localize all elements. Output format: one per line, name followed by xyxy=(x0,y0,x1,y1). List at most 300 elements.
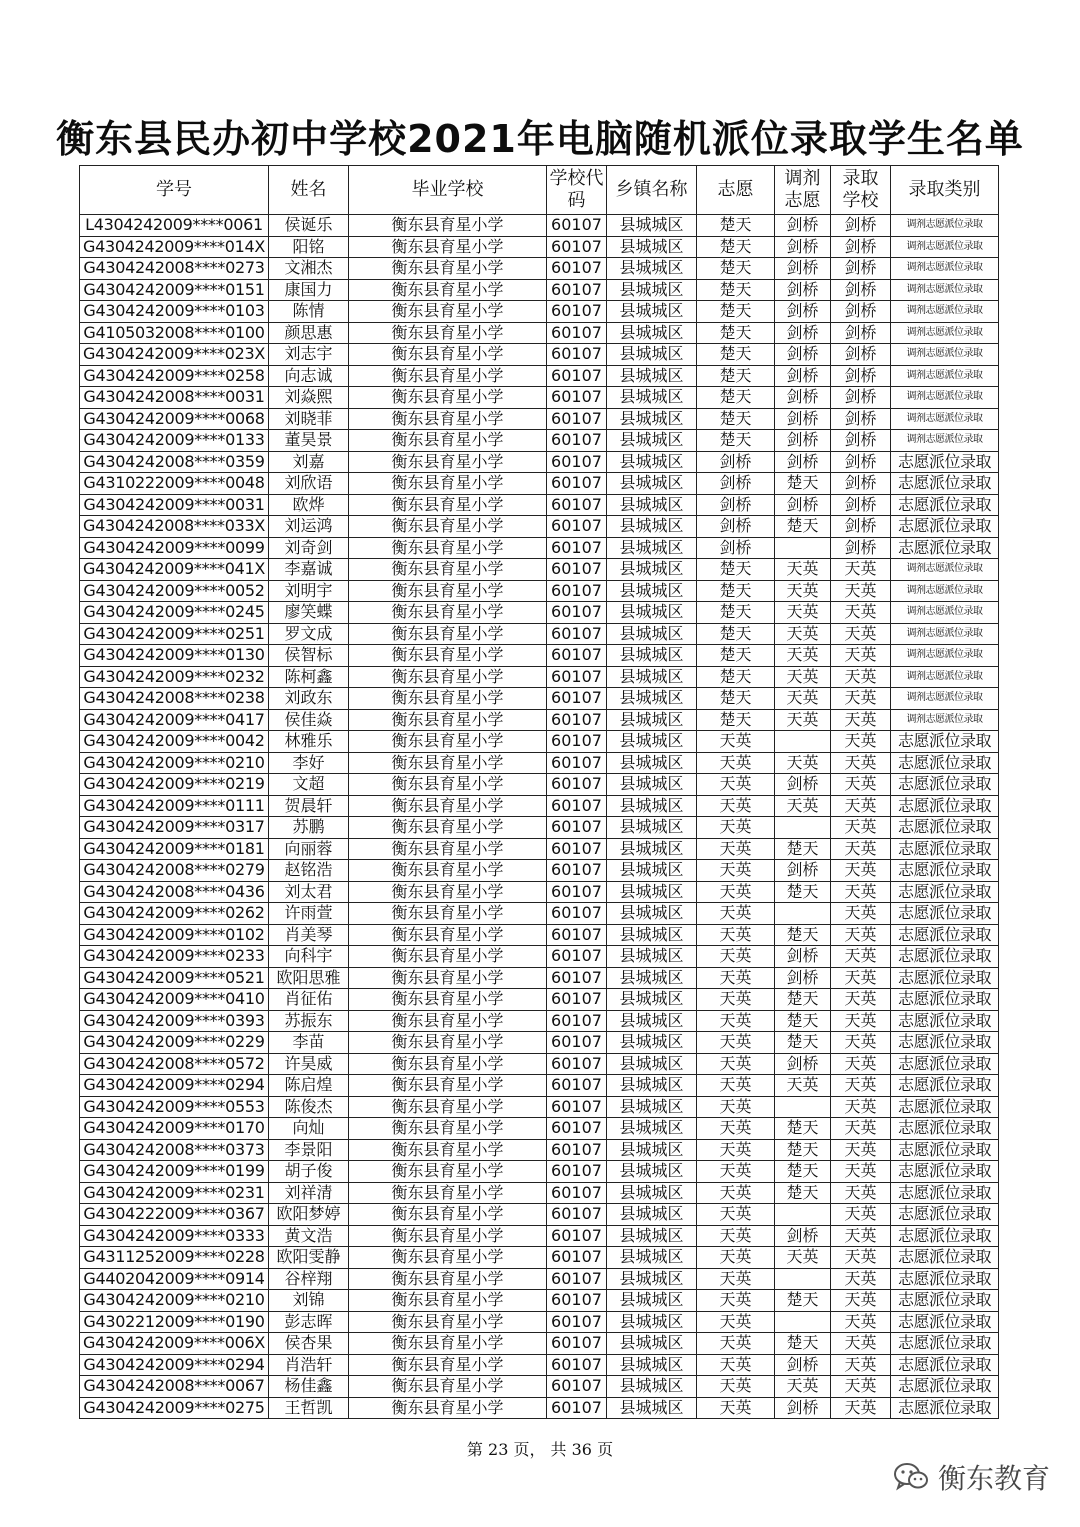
town-name-cell: 县城城区 xyxy=(607,817,697,839)
admitted-school-cell: 天英 xyxy=(831,1096,891,1118)
graduation-school-cell: 衡东县育星小学 xyxy=(349,860,547,882)
admitted-school-cell: 天英 xyxy=(831,688,891,710)
admitted-school-cell: 天英 xyxy=(831,1053,891,1075)
graduation-school-cell: 衡东县育星小学 xyxy=(349,387,547,409)
graduation-school-cell: 衡东县育星小学 xyxy=(349,516,547,538)
student-id-cell: G4304242009****0262 xyxy=(80,903,269,925)
school-code-cell: 60107 xyxy=(547,1075,607,1097)
name-cell: 李好 xyxy=(269,752,349,774)
student-id-cell: G4304242009****0553 xyxy=(80,1096,269,1118)
preference-cell: 天英 xyxy=(697,1376,775,1398)
preference-cell: 天英 xyxy=(697,817,775,839)
admission-type-cell: 志愿派位录取 xyxy=(891,924,999,946)
name-cell: 刘焱熙 xyxy=(269,387,349,409)
table-row xyxy=(80,666,999,688)
name-cell: 刘奇剑 xyxy=(269,537,349,559)
student-id-cell: G4304242009****0229 xyxy=(80,1032,269,1054)
name-cell: 肖美琴 xyxy=(269,924,349,946)
student-id-cell: G4304242009****0410 xyxy=(80,989,269,1011)
adjusted-preference-cell xyxy=(775,1204,831,1226)
graduation-school-cell: 衡东县育星小学 xyxy=(349,301,547,323)
school-code-cell: 60107 xyxy=(547,580,607,602)
name-cell: 苏振东 xyxy=(269,1010,349,1032)
name-cell: 刘锦 xyxy=(269,1290,349,1312)
school-code-cell: 60107 xyxy=(547,1225,607,1247)
student-id-cell: G4402042009****0914 xyxy=(80,1268,269,1290)
preference-cell: 剑桥 xyxy=(697,537,775,559)
adjusted-preference-cell xyxy=(775,1096,831,1118)
table-row xyxy=(80,924,999,946)
admitted-school-cell: 天英 xyxy=(831,1139,891,1161)
admission-type-cell: 志愿派位录取 xyxy=(891,1290,999,1312)
admission-type-cell: 调剂志愿派位录取 xyxy=(891,666,999,688)
admitted-school-cell: 天英 xyxy=(831,1311,891,1333)
name-cell: 刘政东 xyxy=(269,688,349,710)
preference-cell: 天英 xyxy=(697,1075,775,1097)
town-name-cell: 县城城区 xyxy=(607,408,697,430)
town-name-cell: 县城城区 xyxy=(607,559,697,581)
admitted-school-cell: 天英 xyxy=(831,1247,891,1269)
name-cell: 向灿 xyxy=(269,1118,349,1140)
student-id-cell: G4304242009****0130 xyxy=(80,645,269,667)
school-code-cell: 60107 xyxy=(547,731,607,753)
student-id-cell: G4304242009****006X xyxy=(80,1333,269,1355)
school-code-cell: 60107 xyxy=(547,752,607,774)
graduation-school-cell: 衡东县育星小学 xyxy=(349,1333,547,1355)
header-graduation-school: 毕业学校 xyxy=(349,166,547,215)
adjusted-preference-cell: 剑桥 xyxy=(775,1225,831,1247)
town-name-cell: 县城城区 xyxy=(607,1247,697,1269)
student-id-cell: G4304242008****0373 xyxy=(80,1139,269,1161)
preference-cell: 天英 xyxy=(697,795,775,817)
admitted-school-cell: 天英 xyxy=(831,559,891,581)
school-code-cell: 60107 xyxy=(547,989,607,1011)
student-id-cell: G4310222009****0048 xyxy=(80,473,269,495)
name-cell: 向志诚 xyxy=(269,365,349,387)
student-id-cell: G4304242009****0233 xyxy=(80,946,269,968)
adjusted-preference-cell: 天英 xyxy=(775,623,831,645)
admitted-school-cell: 天英 xyxy=(831,1225,891,1247)
adjusted-preference-cell: 天英 xyxy=(775,602,831,624)
admission-type-cell: 志愿派位录取 xyxy=(891,473,999,495)
admission-type-cell: 调剂志愿派位录取 xyxy=(891,365,999,387)
admitted-school-cell: 天英 xyxy=(831,1204,891,1226)
admission-type-cell: 调剂志愿派位录取 xyxy=(891,623,999,645)
table-row xyxy=(80,752,999,774)
name-cell: 许雨萱 xyxy=(269,903,349,925)
admitted-school-cell: 剑桥 xyxy=(831,215,891,237)
preference-cell: 天英 xyxy=(697,838,775,860)
school-code-cell: 60107 xyxy=(547,688,607,710)
adjusted-preference-cell: 楚天 xyxy=(775,838,831,860)
admitted-school-cell: 剑桥 xyxy=(831,408,891,430)
school-code-cell: 60107 xyxy=(547,344,607,366)
admission-type-cell: 调剂志愿派位录取 xyxy=(891,279,999,301)
admitted-school-cell: 天英 xyxy=(831,860,891,882)
student-id-cell: G4304242009****0210 xyxy=(80,1290,269,1312)
admitted-school-cell: 剑桥 xyxy=(831,236,891,258)
watermark-text: 衡东教育 xyxy=(938,1462,1051,1495)
name-cell: 刘祥清 xyxy=(269,1182,349,1204)
admitted-school-cell: 天英 xyxy=(831,580,891,602)
preference-cell: 楚天 xyxy=(697,709,775,731)
table-body xyxy=(80,215,999,1419)
student-id-cell: G4304242009****0393 xyxy=(80,1010,269,1032)
school-code-cell: 60107 xyxy=(547,1010,607,1032)
graduation-school-cell: 衡东县育星小学 xyxy=(349,430,547,452)
adjusted-preference-cell: 剑桥 xyxy=(775,301,831,323)
adjusted-preference-cell: 楚天 xyxy=(775,1161,831,1183)
preference-cell: 天英 xyxy=(697,1311,775,1333)
name-cell: 侯佳焱 xyxy=(269,709,349,731)
admitted-school-cell: 剑桥 xyxy=(831,387,891,409)
table-row xyxy=(80,1225,999,1247)
admission-type-cell: 调剂志愿派位录取 xyxy=(891,602,999,624)
student-id-cell: G4304242009****0232 xyxy=(80,666,269,688)
admitted-school-cell: 天英 xyxy=(831,752,891,774)
graduation-school-cell: 衡东县育星小学 xyxy=(349,1247,547,1269)
name-cell: 陈柯鑫 xyxy=(269,666,349,688)
adjusted-preference-cell xyxy=(775,903,831,925)
school-code-cell: 60107 xyxy=(547,451,607,473)
preference-cell: 天英 xyxy=(697,774,775,796)
table-row xyxy=(80,1032,999,1054)
graduation-school-cell: 衡东县育星小学 xyxy=(349,1182,547,1204)
table-row xyxy=(80,451,999,473)
school-code-cell: 60107 xyxy=(547,1032,607,1054)
graduation-school-cell: 衡东县育星小学 xyxy=(349,1053,547,1075)
admitted-school-cell: 天英 xyxy=(831,1182,891,1204)
table-row xyxy=(80,537,999,559)
name-cell: 刘运鸿 xyxy=(269,516,349,538)
admission-type-cell: 志愿派位录取 xyxy=(891,451,999,473)
graduation-school-cell: 衡东县育星小学 xyxy=(349,1161,547,1183)
admitted-school-cell: 天英 xyxy=(831,838,891,860)
school-code-cell: 60107 xyxy=(547,1118,607,1140)
table-header xyxy=(80,166,999,215)
table-row xyxy=(80,1354,999,1376)
student-id-cell: G4304242009****0417 xyxy=(80,709,269,731)
town-name-cell: 县城城区 xyxy=(607,795,697,817)
preference-cell: 楚天 xyxy=(697,666,775,688)
admission-type-cell: 调剂志愿派位录取 xyxy=(891,430,999,452)
graduation-school-cell: 衡东县育星小学 xyxy=(349,817,547,839)
admitted-school-cell: 剑桥 xyxy=(831,301,891,323)
graduation-school-cell: 衡东县育星小学 xyxy=(349,408,547,430)
adjusted-preference-cell: 楚天 xyxy=(775,516,831,538)
student-id-cell: G4304242009****0181 xyxy=(80,838,269,860)
town-name-cell: 县城城区 xyxy=(607,1311,697,1333)
adjusted-preference-cell xyxy=(775,731,831,753)
school-code-cell: 60107 xyxy=(547,365,607,387)
school-code-cell: 60107 xyxy=(547,666,607,688)
student-id-cell: G4304242009****0219 xyxy=(80,774,269,796)
table-row xyxy=(80,473,999,495)
preference-cell: 楚天 xyxy=(697,236,775,258)
student-id-cell: G4311252009****0228 xyxy=(80,1247,269,1269)
admitted-school-cell: 天英 xyxy=(831,709,891,731)
table-row xyxy=(80,1161,999,1183)
admission-type-cell: 志愿派位录取 xyxy=(891,1139,999,1161)
watermark xyxy=(892,1457,1050,1497)
page-title: 衡东县民办初中学校2021年电脑随机派位录取学生名单 xyxy=(56,117,1024,161)
adjusted-preference-cell: 天英 xyxy=(775,688,831,710)
student-id-cell: G4304242009****0111 xyxy=(80,795,269,817)
admitted-school-cell: 天英 xyxy=(831,666,891,688)
graduation-school-cell: 衡东县育星小学 xyxy=(349,494,547,516)
student-id-cell: G4304242009****0199 xyxy=(80,1161,269,1183)
adjusted-preference-cell: 剑桥 xyxy=(775,1397,831,1419)
school-code-cell: 60107 xyxy=(547,881,607,903)
admission-type-cell: 志愿派位录取 xyxy=(891,881,999,903)
table-row xyxy=(80,688,999,710)
admitted-school-cell: 剑桥 xyxy=(831,430,891,452)
admission-type-cell: 调剂志愿派位录取 xyxy=(891,580,999,602)
preference-cell: 天英 xyxy=(697,903,775,925)
school-code-cell: 60107 xyxy=(547,516,607,538)
name-cell: 董昊景 xyxy=(269,430,349,452)
student-id-cell: G4304242008****0359 xyxy=(80,451,269,473)
preference-cell: 剑桥 xyxy=(697,451,775,473)
admission-type-cell: 志愿派位录取 xyxy=(891,1204,999,1226)
admitted-school-cell: 剑桥 xyxy=(831,451,891,473)
name-cell: 赵铭浩 xyxy=(269,860,349,882)
town-name-cell: 县城城区 xyxy=(607,1204,697,1226)
admitted-school-cell: 天英 xyxy=(831,795,891,817)
town-name-cell: 县城城区 xyxy=(607,989,697,1011)
town-name-cell: 县城城区 xyxy=(607,1333,697,1355)
preference-cell: 天英 xyxy=(697,1118,775,1140)
graduation-school-cell: 衡东县育星小学 xyxy=(349,537,547,559)
admission-type-cell: 志愿派位录取 xyxy=(891,1096,999,1118)
adjusted-preference-cell: 楚天 xyxy=(775,473,831,495)
admitted-school-cell: 天英 xyxy=(831,731,891,753)
preference-cell: 天英 xyxy=(697,881,775,903)
table-row xyxy=(80,860,999,882)
name-cell: 李苗 xyxy=(269,1032,349,1054)
student-id-cell: G4304242008****0238 xyxy=(80,688,269,710)
admission-type-cell: 志愿派位录取 xyxy=(891,1311,999,1333)
town-name-cell: 县城城区 xyxy=(607,236,697,258)
adjusted-preference-cell: 楚天 xyxy=(775,1032,831,1054)
table-row xyxy=(80,1139,999,1161)
admitted-school-cell: 天英 xyxy=(831,623,891,645)
admitted-school-cell: 天英 xyxy=(831,1010,891,1032)
town-name-cell: 县城城区 xyxy=(607,537,697,559)
name-cell: 肖浩轩 xyxy=(269,1354,349,1376)
student-id-cell: G4304242008****0031 xyxy=(80,387,269,409)
admission-type-cell: 调剂志愿派位录取 xyxy=(891,215,999,237)
table-row xyxy=(80,645,999,667)
graduation-school-cell: 衡东县育星小学 xyxy=(349,645,547,667)
preference-cell: 楚天 xyxy=(697,580,775,602)
name-cell: 文超 xyxy=(269,774,349,796)
student-id-cell: G4304242009****0258 xyxy=(80,365,269,387)
graduation-school-cell: 衡东县育星小学 xyxy=(349,580,547,602)
adjusted-preference-cell: 天英 xyxy=(775,709,831,731)
preference-cell: 天英 xyxy=(697,1268,775,1290)
header-admitted-school: 录取 学校 xyxy=(831,166,891,215)
adjusted-preference-cell: 剑桥 xyxy=(775,946,831,968)
table-row xyxy=(80,1075,999,1097)
town-name-cell: 县城城区 xyxy=(607,1139,697,1161)
adjusted-preference-cell: 天英 xyxy=(775,645,831,667)
name-cell: 刘太君 xyxy=(269,881,349,903)
preference-cell: 天英 xyxy=(697,989,775,1011)
town-name-cell: 县城城区 xyxy=(607,279,697,301)
name-cell: 林雅乐 xyxy=(269,731,349,753)
school-code-cell: 60107 xyxy=(547,1161,607,1183)
admission-type-cell: 志愿派位录取 xyxy=(891,1182,999,1204)
school-code-cell: 60107 xyxy=(547,387,607,409)
adjusted-preference-cell: 天英 xyxy=(775,580,831,602)
admitted-school-cell: 天英 xyxy=(831,946,891,968)
graduation-school-cell: 衡东县育星小学 xyxy=(349,666,547,688)
name-cell: 谷梓翔 xyxy=(269,1268,349,1290)
adjusted-preference-cell: 楚天 xyxy=(775,1333,831,1355)
name-cell: 刘晓菲 xyxy=(269,408,349,430)
name-cell: 贺晨轩 xyxy=(269,795,349,817)
graduation-school-cell: 衡东县育星小学 xyxy=(349,344,547,366)
preference-cell: 楚天 xyxy=(697,602,775,624)
adjusted-preference-cell: 楚天 xyxy=(775,1182,831,1204)
preference-cell: 天英 xyxy=(697,731,775,753)
preference-cell: 楚天 xyxy=(697,301,775,323)
town-name-cell: 县城城区 xyxy=(607,903,697,925)
school-code-cell: 60107 xyxy=(547,924,607,946)
student-id-cell: L4304242009****0061 xyxy=(80,215,269,237)
table-row xyxy=(80,580,999,602)
table-row xyxy=(80,1247,999,1269)
graduation-school-cell: 衡东县育星小学 xyxy=(349,903,547,925)
table-row xyxy=(80,1333,999,1355)
student-id-cell: G4304242009****0068 xyxy=(80,408,269,430)
admission-type-cell: 志愿派位录取 xyxy=(891,774,999,796)
preference-cell: 楚天 xyxy=(697,279,775,301)
name-cell: 陈启煌 xyxy=(269,1075,349,1097)
adjusted-preference-cell: 剑桥 xyxy=(775,215,831,237)
graduation-school-cell: 衡东县育星小学 xyxy=(349,1010,547,1032)
student-id-cell: G4304242009****0251 xyxy=(80,623,269,645)
student-id-cell: G4304242009****0042 xyxy=(80,731,269,753)
adjusted-preference-cell: 天英 xyxy=(775,559,831,581)
graduation-school-cell: 衡东县育星小学 xyxy=(349,924,547,946)
school-code-cell: 60107 xyxy=(547,1247,607,1269)
adjusted-preference-cell xyxy=(775,817,831,839)
town-name-cell: 县城城区 xyxy=(607,1118,697,1140)
school-code-cell: 60107 xyxy=(547,494,607,516)
student-id-cell: G4304242009****0333 xyxy=(80,1225,269,1247)
admission-type-cell: 志愿派位录取 xyxy=(891,860,999,882)
name-cell: 欧阳雯静 xyxy=(269,1247,349,1269)
admission-type-cell: 志愿派位录取 xyxy=(891,1376,999,1398)
table-row xyxy=(80,1268,999,1290)
header-name: 姓名 xyxy=(269,166,349,215)
town-name-cell: 县城城区 xyxy=(607,1053,697,1075)
preference-cell: 楚天 xyxy=(697,344,775,366)
preference-cell: 楚天 xyxy=(697,430,775,452)
admission-type-cell: 调剂志愿派位录取 xyxy=(891,709,999,731)
town-name-cell: 县城城区 xyxy=(607,1096,697,1118)
adjusted-preference-cell: 楚天 xyxy=(775,989,831,1011)
header-admission-type: 录取类别 xyxy=(891,166,999,215)
school-code-cell: 60107 xyxy=(547,1397,607,1419)
adjusted-preference-cell: 剑桥 xyxy=(775,344,831,366)
header-adjusted-preference: 调剂 志愿 xyxy=(775,166,831,215)
adjusted-preference-cell: 天英 xyxy=(775,666,831,688)
admission-type-cell: 志愿派位录取 xyxy=(891,903,999,925)
town-name-cell: 县城城区 xyxy=(607,946,697,968)
name-cell: 许昊威 xyxy=(269,1053,349,1075)
preference-cell: 楚天 xyxy=(697,215,775,237)
name-cell: 罗文成 xyxy=(269,623,349,645)
school-code-cell: 60107 xyxy=(547,1376,607,1398)
town-name-cell: 县城城区 xyxy=(607,1182,697,1204)
school-code-cell: 60107 xyxy=(547,1139,607,1161)
name-cell: 向科宇 xyxy=(269,946,349,968)
town-name-cell: 县城城区 xyxy=(607,924,697,946)
admitted-school-cell: 天英 xyxy=(831,967,891,989)
name-cell: 肖征佑 xyxy=(269,989,349,1011)
preference-cell: 天英 xyxy=(697,1010,775,1032)
town-name-cell: 县城城区 xyxy=(607,688,697,710)
admission-type-cell: 志愿派位录取 xyxy=(891,817,999,839)
graduation-school-cell: 衡东县育星小学 xyxy=(349,1354,547,1376)
graduation-school-cell: 衡东县育星小学 xyxy=(349,623,547,645)
graduation-school-cell: 衡东县育星小学 xyxy=(349,731,547,753)
adjusted-preference-cell: 楚天 xyxy=(775,881,831,903)
school-code-cell: 60107 xyxy=(547,967,607,989)
school-code-cell: 60107 xyxy=(547,1311,607,1333)
admission-type-cell: 志愿派位录取 xyxy=(891,731,999,753)
table-row xyxy=(80,967,999,989)
table-row xyxy=(80,1376,999,1398)
preference-cell: 楚天 xyxy=(697,623,775,645)
school-code-cell: 60107 xyxy=(547,430,607,452)
student-id-cell: G4304242009****014X xyxy=(80,236,269,258)
preference-cell: 天英 xyxy=(697,860,775,882)
name-cell: 黄文浩 xyxy=(269,1225,349,1247)
graduation-school-cell: 衡东县育星小学 xyxy=(349,1204,547,1226)
admission-type-cell: 志愿派位录取 xyxy=(891,494,999,516)
adjusted-preference-cell: 天英 xyxy=(775,752,831,774)
name-cell: 阳铭 xyxy=(269,236,349,258)
preference-cell: 天英 xyxy=(697,1161,775,1183)
graduation-school-cell: 衡东县育星小学 xyxy=(349,1268,547,1290)
town-name-cell: 县城城区 xyxy=(607,1354,697,1376)
town-name-cell: 县城城区 xyxy=(607,580,697,602)
name-cell: 刘嘉 xyxy=(269,451,349,473)
town-name-cell: 县城城区 xyxy=(607,215,697,237)
town-name-cell: 县城城区 xyxy=(607,473,697,495)
admitted-school-cell: 剑桥 xyxy=(831,537,891,559)
school-code-cell: 60107 xyxy=(547,1333,607,1355)
table-row xyxy=(80,946,999,968)
admission-type-cell: 志愿派位录取 xyxy=(891,838,999,860)
admitted-school-cell: 天英 xyxy=(831,1118,891,1140)
name-cell: 彭志晖 xyxy=(269,1311,349,1333)
graduation-school-cell: 衡东县育星小学 xyxy=(349,1290,547,1312)
graduation-school-cell: 衡东县育星小学 xyxy=(349,688,547,710)
table-row xyxy=(80,494,999,516)
graduation-school-cell: 衡东县育星小学 xyxy=(349,709,547,731)
school-code-cell: 60107 xyxy=(547,1182,607,1204)
school-code-cell: 60107 xyxy=(547,1053,607,1075)
student-id-cell: G4304242009****0231 xyxy=(80,1182,269,1204)
table-row xyxy=(80,881,999,903)
graduation-school-cell: 衡东县育星小学 xyxy=(349,1139,547,1161)
school-code-cell: 60107 xyxy=(547,1354,607,1376)
